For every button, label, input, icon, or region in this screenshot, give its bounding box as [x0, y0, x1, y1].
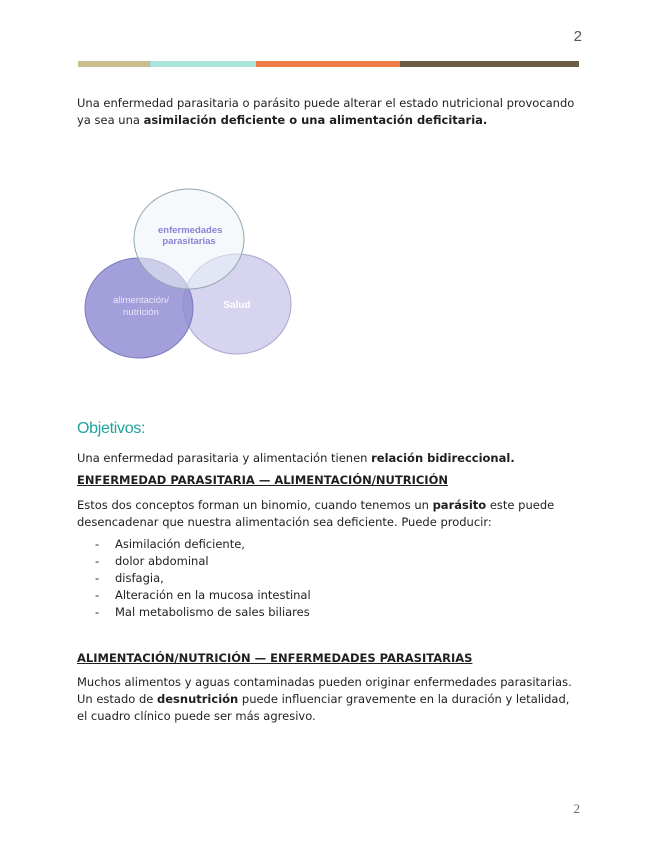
- venn-label-top: enfermedades parasitarias: [158, 225, 223, 247]
- section2-paragraph: [77, 674, 580, 725]
- venn-label-left-wrap: [96, 295, 186, 325]
- section1-text-before: Estos dos conceptos forman un binomio, cuando tenemos un: [77, 498, 433, 512]
- section1-text-after: este puede desencadenar que nuestra alimentación sea deficiente. Puede producir:: [77, 498, 555, 529]
- section1-title: ENFERMEDAD PARASITARIA — ALIMENTACIÓN/NUTRICIÓN: [77, 473, 448, 487]
- objetivos-paragraph: [77, 450, 580, 467]
- list-item: - dolor abdominal: [77, 553, 477, 570]
- section2-bold-text: desnutrición: [157, 692, 239, 706]
- list-item: - Asimilación deficiente,: [77, 536, 477, 553]
- symptom-list: [77, 536, 477, 621]
- header-page-number: 2: [573, 28, 582, 45]
- list-item: - Mal metabolismo de sales biliares: [77, 604, 477, 621]
- objetivos-text: Una enfermedad parasitaria y alimentación tienen: [77, 451, 372, 465]
- intro-bold-text: asimilación deficiente o una alimentación deficitaria.: [143, 113, 488, 127]
- color-bar-segment: [256, 61, 400, 67]
- section2-text-before: Muchos alimentos y aguas contaminadas pueden originar enfermedades parasitarias. Un estado de: [77, 675, 572, 706]
- venn-diagram: [80, 183, 300, 363]
- section1-paragraph: [77, 497, 580, 531]
- list-item: - disfagia,: [77, 570, 477, 587]
- objetivos-bold-text: relación bidireccional.: [371, 451, 515, 465]
- intro-text: Una enfermedad parasitaria o parásito puede alterar el estado nutricional provocando ya sea una: [77, 96, 575, 127]
- color-bar-segment: [150, 61, 256, 67]
- section2-title: ALIMENTACIÓN/NUTRICIÓN — ENFERMEDADES PARASITARIAS: [77, 651, 473, 665]
- section2-text-after: puede influenciar gravemente en la duración y letalidad, el cuadro clínico puede ser más agresivo.: [77, 692, 570, 723]
- section1-bold-text: parásito: [432, 498, 487, 512]
- color-bar-segment: [400, 61, 579, 67]
- venn-label-top-wrap: [144, 225, 234, 255]
- list-item: - Alteración en la mucosa intestinal: [77, 587, 477, 604]
- venn-label-left: alimentación/ nutrición: [113, 295, 169, 318]
- intro-paragraph: [77, 95, 580, 129]
- color-bar-segment: [78, 61, 150, 67]
- footer-page-number: 2: [573, 801, 580, 816]
- objetivos-heading: Objetivos:: [77, 420, 146, 437]
- venn-label-right: Salud: [223, 300, 251, 311]
- header-color-bar: [78, 61, 579, 67]
